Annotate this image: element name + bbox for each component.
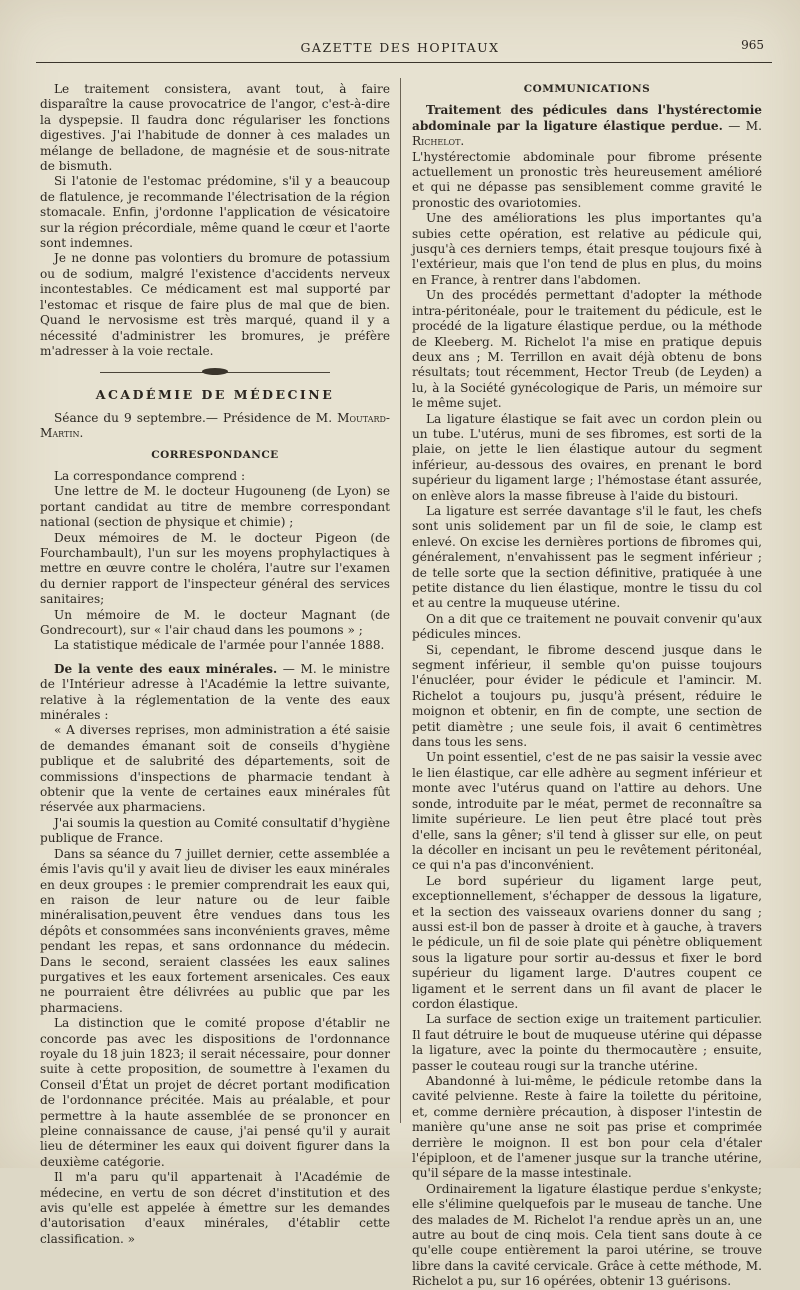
paragraph: Un point essentiel, c'est de ne pas saisir la vessie avec le lien élastique, car elle adhère au segment inférieur et monte avec l'utérus quand on l'attire au dehors. Une sonde, introduite par le méat, permet de reconnaître sa limite supérieure. Le lien peut être placé tout près d'elle, sans la gêner; s'il tend à glisser sur elle, on peut la décoller en incisant un peu le revêtement péritonéal, ce qui n'a pas d'inconvénient. xyxy=(412,750,762,873)
paragraph: Deux mémoires de M. le docteur Pigeon (de Fourchambault), l'un sur les moyens prophylactiques à mettre en œuvre contre le choléra, l'autre sur l'examen du dernier rapport de l'inspecteur général des services sanitaires; xyxy=(40,530,390,607)
article-title-vente: De la vente des eaux minérales. xyxy=(54,661,278,676)
left-column xyxy=(40,82,390,1247)
running-head xyxy=(0,40,800,58)
session-prefix: Séance du 9 septembre.— Présidence de M. xyxy=(54,410,333,425)
paragraph-vente xyxy=(40,662,390,724)
article-intro: — M. le ministre de l'Intérieur adresse à l'Académie la lettre suivante, relative à la réglementation de la vente des eaux minérales : xyxy=(40,661,390,723)
paragraph: Le traitement consistera, avant tout, à faire disparaître la cause provocatrice de l'angor, c'est-à-dire la dyspepsie. Il faudra donc régulariser les fonctions digestives. J'ai l'habitude de donner à ces malades un mélange de belladone, de magnésie et de sous-nitrate de bismuth. xyxy=(40,82,390,174)
paragraph: Si, cependant, le fibrome descend jusque dans le segment inférieur, il semble qu'on puisse toujours l'énucléer, pour évider le pédicule et l'amincir. M. Richelot a toujours pu, jusqu'à présent, réduire le moignon et obtenir, en fin de compte, une section de petit diamètre ; une seule fois, il avait 6 centimètres dans tous les sens. xyxy=(412,642,762,750)
subsection-title-correspondance: CORRESPONDANCE xyxy=(151,448,279,461)
paragraph: La correspondance comprend : xyxy=(54,468,246,483)
author-name: Richelot. xyxy=(412,134,465,149)
journal-title: GAZETTE DES HOPITAUX xyxy=(300,40,500,55)
paragraph: La ligature élastique se fait avec un cordon plein ou un tube. L'utérus, muni de ses fibromes, est sorti de la plaie, on jette le lien élastique autour du segment inférieur, au-dessous des ovaires, en prenant le bord supérieur du ligament large ; l'hémostase étant assurée, on enlève alors la masse fibreuse à l'aide du bistouri. xyxy=(412,411,762,503)
paragraph: La ligature est serrée davantage s'il le faut, les chefs sont unis solidement par un fil de soie, le clamp est enlevé. On excise les dernières portions de fibromes qui, généralement, n'envahissent pas le segment inférieur ; de telle sorte que la section définitive, pratiquée à une petite distance du lien élastique, montre le tissu du col et au centre la muqueuse utérine. xyxy=(412,503,762,611)
paragraph: « A diverses reprises, mon administration a été saisie de demandes émanant soit de conseils d'hygiène publique et de salubrité des départements, soit de commissions d'inspections de pharmacie tendant à obtenir que la vente de certaines eaux minérales fût réservée aux pharmaciens. xyxy=(40,723,390,815)
section-title-communications: COMMUNICATIONS xyxy=(523,83,651,95)
column-divider xyxy=(400,78,401,1123)
paragraph: Il m'a paru qu'il appartenait à l'Académie de médecine, en vertu de son décret d'institution et des avis qu'elle est appelée à émettre sur les demandes d'autorisation d'eaux minérales, d'établir cette classification. » xyxy=(40,1170,390,1246)
paragraph: Si l'atonie de l'estomac prédomine, s'il y a beaucoup de flatulence, je recommande l'électrisation de la région stomacale. Enfin, j'ordonne l'application de vésicatoire sur la région précordiale, même quand le cœur et l'aorte sont indemnes. xyxy=(40,174,390,251)
paragraph: Je ne donne pas volontiers du bromure de potassium ou de sodium, malgré l'existence d'accidents nerveux incontestables. Ce médicament est mal supporté par l'estomac et risque de faire plus de mal que de bien. Quand le nervosisme est très marqué, quand il y a nécessité d'administrer les bromures, je préfère m'adresser à la voie rectale. xyxy=(40,251,390,358)
spacer xyxy=(40,654,390,662)
paragraph: La distinction que le comité propose d'établir ne concorde pas avec les dispositions de l'ordonnance royale du 18 juin 1823; il serait nécessaire, pour donner suite à cette proposition, de soumettre à l'examen du Conseil d'État un projet de décret portant modification de l'ordonnance précitée. Mais au préalable, et pour permettre à la haute assemblée de se prononcer en pleine connaissance de cause, j'ai pensé qu'il y aurait lieu de déterminer les eaux qui doivent figurer dans la deuxième catégorie. xyxy=(40,1016,390,1169)
paragraph: On a dit que ce traitement ne pouvait convenir qu'aux pédicules minces. xyxy=(412,611,762,642)
session-president: Moutard-Martin. xyxy=(40,410,390,441)
paragraph: J'ai soumis la question au Comité consultatif d'hygiène publique de France. xyxy=(40,815,391,846)
paragraph: Une des améliorations les plus importantes qu'a subies cette opération, est relative au pédicule qui, jusqu'à ces derniers temps, était presque toujours fixé à l'extérieur, mais que l'on tend de plus en plus, du moins en France, à rentrer dans l'abdomen. xyxy=(412,211,762,287)
session-line xyxy=(40,411,390,442)
paragraph: Abandonné à lui-même, le pédicule retombe dans la cavité pelvienne. Reste à faire la toilette du péritoine, et, comme dernière précaution, à disposer l'intestin de manière qu'une anse ne soit pas prise et comprimée derrière le moignon. Il est bon pour cela d'étaler l'épiploon, et de l'amener jusque sur la tranche utérine, qu'il sépare de la masse intestinale. xyxy=(412,1074,762,1181)
paragraph: Une lettre de M. le docteur Hugouneng (de Lyon) se portant candidat au titre de membre correspondant national (section de physique et chimie) ; xyxy=(40,484,390,530)
ornament-divider xyxy=(100,367,330,377)
author-prefix: — M. xyxy=(722,118,762,133)
right-column xyxy=(412,82,762,1290)
paragraph: Le bord supérieur du ligament large peut, exceptionnellement, s'échapper de dessous la ligature, et la section des vaisseaux ovariens donner du sang ; aussi est-il bon de passer à droite et à gauche, à travers le pédicule, un fil de soie plate qui pénètre obliquement sous la ligature pour sortir au-dessus et fixer le bord supérieur du ligament large. D'autres coupent ce ligament et le serrent dans un fil avant de placer le cordon élastique. xyxy=(412,873,762,1011)
paragraph: L'hystérectomie abdominale pour fibrome présente actuellement un pronostic très heureusement amélioré et qui ne dépasse pas sensiblement comme gravité le pronostic des ovariotomies. xyxy=(412,149,762,210)
page-number: 965 xyxy=(741,38,764,52)
section-title-academie: ACADÉMIE DE MÉDECINE xyxy=(95,387,335,403)
paragraph-traitement xyxy=(412,103,762,149)
paragraph: La surface de section exige un traitement particulier. Il faut détruire le bout de muqueuse utérine qui dépasse la ligature, avec la pointe du thermocautère ; ensuite, passer le couteau rougi sur la tranche utérine. xyxy=(412,1012,762,1073)
article-title-traitement: Traitement des pédicules dans l'hystérectomie abdominale par la ligature élastique perdue. xyxy=(412,103,762,133)
paragraph: Ordinairement la ligature élastique perdue s'enkyste; elle s'élimine quelquefois par le museau de tanche. Une des malades de M. Richelot l'a rendue après un an, une autre au bout de cinq mois. Cela tient sans doute à ce qu'elle coupe entièrement la paroi utérine, se trouve libre dans la cavité cervicale. Grâce à cette méthode, M. Richelot a pu, sur 16 opérées, obtenir 13 guérisons. xyxy=(412,1181,762,1289)
header-rule xyxy=(36,62,772,63)
paragraph: Un mémoire de M. le docteur Magnant (de Gondrecourt), sur « l'air chaud dans les poumons » ; xyxy=(40,607,390,637)
paragraph: Un des procédés permettant d'adopter la méthode intra-péritonéale, pour le traitement du pédicule, est le procédé de la ligature élastique perdue, ou la méthode de Kleeberg. M. Richelot l'a mise en pratique depuis deux ans ; M. Terrillon en avait déjà obtenu de bons résultats; tout récemment, Hector Treub (de Leyden) a lu, à la Société gynécologique de Paris, un mémoire sur le même sujet. xyxy=(412,288,762,411)
paragraph: La statistique médicale de l'armée pour l'année 1888. xyxy=(54,638,385,653)
paragraph: Dans sa séance du 7 juillet dernier, cette assemblée a émis l'avis qu'il y avait lieu de diviser les eaux minérales en deux groupes : le premier comprendrait les eaux qui, en raison de leur nature ou de leur faible minéralisation,peuvent être vendues dans tous les dépôts et consommées sans inconvénients graves, même pendant les repas, et sans ordonnance du médecin. Dans le second, seraient classées les eaux salines purgatives et les eaux fortement arsenicales. Ces eaux ne pourraient être délivrées au public que par les pharmaciens. xyxy=(40,846,390,1015)
